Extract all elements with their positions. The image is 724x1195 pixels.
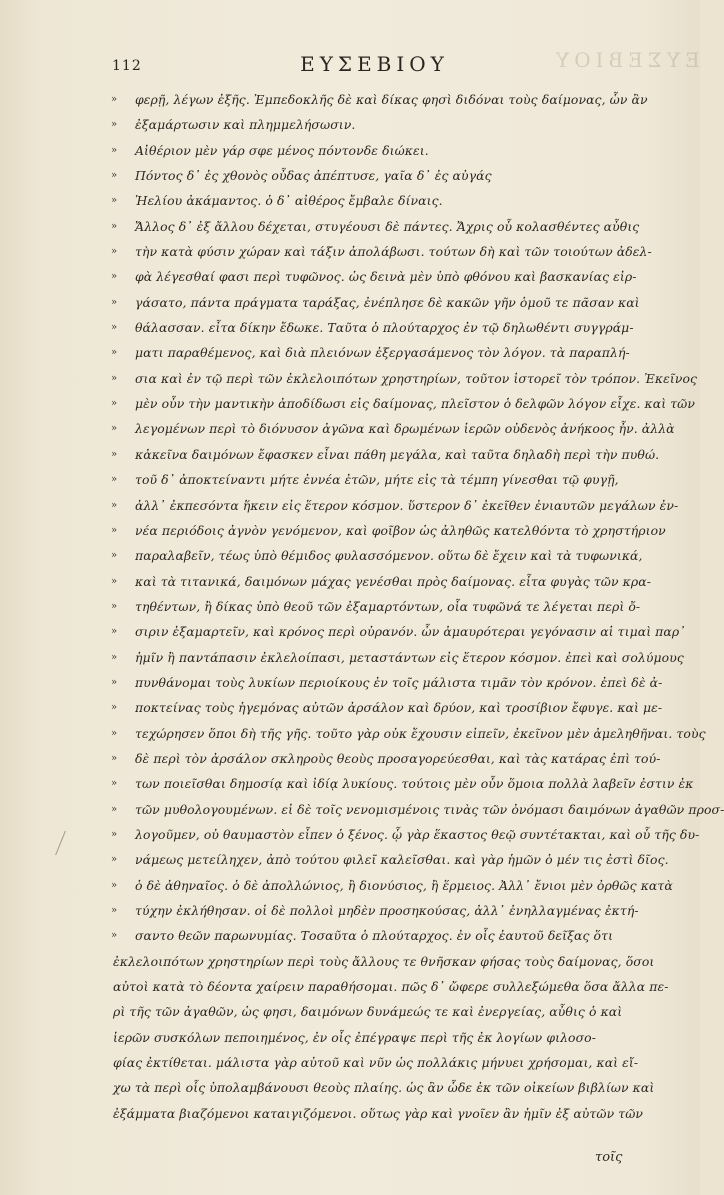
text-line	[0, 163, 700, 188]
text-line	[0, 518, 700, 543]
text-line	[0, 873, 700, 898]
line-text: κἀκεῖνα δαιμόνων ἔφασκεν εἶναι πάθη μεγάλα, καὶ ταῦτα δηλαδὴ περὶ τὴν πυθώ.	[135, 446, 660, 462]
quotation-mark: »	[111, 905, 118, 916]
text-body	[0, 87, 724, 1126]
quotation-mark: »	[111, 575, 118, 587]
text-line	[0, 1075, 700, 1100]
quotation-mark: »	[111, 550, 118, 562]
quotation-mark: »	[111, 651, 118, 663]
quotation-mark: »	[111, 448, 118, 460]
text-line	[0, 822, 700, 847]
line-text: μὲν οὖν τὴν μαντικὴν ἀποδίδωσι εἰς δαίμονας, πλεῖστον ὁ δελφῶν λόγον εἶχε. καὶ τῶν	[135, 396, 696, 412]
quotation-mark: »	[111, 195, 118, 207]
text-line	[0, 847, 700, 872]
line-text: τεχώρησεν ὅποι δὴ τῆς γῆς. τοῦτο γὰρ οὐκ ἔχουσιν εἰπεῖν, ἐκεῖνον μὲν ἀμεληθῆναι. τοὺς	[135, 725, 706, 741]
text-line	[0, 391, 700, 416]
line-text: τηθέντων, ἢ δίκας ὑπὸ θεοῦ τῶν ἐξαμαρτόντων, οἷα τυφῶνά τε λέγεται περὶ ὄ-	[135, 598, 641, 614]
text-line	[0, 543, 700, 568]
line-text: θάλασσαν. εἶτα δίκην ἔδωκε. Ταῦτα ὁ πλούταρχος ἐν τῷ δηλωθέντι συγγράμ-	[135, 320, 634, 336]
quotation-mark: »	[111, 119, 118, 131]
line-text: παραλαβεῖν, τέως ὑπὸ θέμιδος φυλασσόμενον. οὕτω δὲ ἔχειν καὶ τὰ τυφωνικά,	[135, 548, 643, 564]
line-text: καὶ τὰ τιτανικά, δαιμόνων μάχας γενέσθαι πρὸς δαίμονας. εἶτα φυγὰς τῶν κρα-	[135, 573, 652, 589]
line-text: τοῦ δ᾽ ἀποκτείναντι μήτε ἐννέα ἐτῶν, μήτε εἰς τὰ τέμπη γίνεσθαι τῷ φυγῇ,	[135, 472, 619, 488]
line-text: σιριν ἐξαμαρτεῖν, καὶ κρόνος περὶ οὐρανόν. ὧν ἀμαυρότεραι γεγόνασιν αἱ τιμαὶ παρ᾽	[135, 624, 686, 640]
line-text: γάσατο, πάντα πράγματα ταράξας, ἐνέπλησε δὲ κακῶν γῆν ὁμοῦ τε πᾶσαν καὶ	[135, 294, 640, 310]
text-line	[0, 771, 700, 796]
text-line	[0, 366, 700, 391]
running-head	[112, 52, 637, 78]
quotation-mark: »	[111, 702, 118, 714]
text-line	[0, 645, 700, 670]
text-line	[0, 898, 700, 923]
quotation-mark: »	[111, 220, 118, 232]
line-text: σαντο θεῶν παρωνυμίας. Τοσαῦτα ὁ πλούταρχος. ἐν οἷς ἑαυτοῦ δεῖξας ὅτι	[135, 928, 614, 944]
line-text: Αἰθέριον μὲν γάρ σφε μένος πόντονδε διώκει.	[135, 142, 429, 158]
line-text: νάμεως μετείληχεν, ἀπὸ τούτου φιλεῖ καλεῖσθαι. καὶ γὰρ ἡμῶν ὁ μέν τις ἐστὶ δῖος.	[135, 852, 669, 868]
line-text: νέα περιόδοις ἁγνὸν γενόμενον, καὶ φοῖβον ὡς ἀληθῶς κατελθόντα τὸ χρηστήριον	[135, 522, 666, 538]
quotation-mark: »	[111, 398, 118, 410]
line-text: ἐξάμματα βιαζόμενοι καταιγιζόμενοι. οὕτως γὰρ καὶ γνοῖεν ἂν ἡμῖν ἐξ αὐτῶν τῶν	[113, 1105, 644, 1121]
quotation-mark: »	[111, 322, 118, 334]
show-through-text: ΕΥΣΕΒΙΟΥ	[551, 48, 700, 72]
text-line	[0, 1101, 700, 1126]
text-line	[0, 1025, 700, 1050]
quotation-mark: »	[111, 727, 118, 739]
quotation-mark: »	[111, 524, 118, 536]
text-line	[0, 214, 700, 239]
line-text: ἀλλ᾽ ἐκπεσόντα ἥκειν εἰς ἕτερον κόσμον. ὕστερον δ᾽ ἐκεῖθεν ἐνιαυτῶν μεγάλων ἐν-	[135, 497, 679, 513]
text-line	[0, 746, 700, 771]
quotation-mark: »	[111, 94, 118, 105]
line-text: πυνθάνομαι τοὺς λυκίων περιοίκους ἐν τοῖς μάλιστα τιμᾶν τὸν κρόνον. ἐπεὶ δὲ ἀ-	[135, 674, 663, 690]
line-text: ρὶ τῆς τῶν ἀγαθῶν, ὡς φησι, δαιμόνων δυνάμεώς τε καὶ ἐνεργείας, αὖθις ὁ καὶ	[113, 1004, 623, 1020]
text-line	[0, 264, 700, 289]
quotation-mark: »	[111, 752, 118, 764]
line-text: αὐτοὶ κατὰ τὸ δέοντα χαίρειν παραθήσομαι. πῶς δ᾽ ὤφερε συλλεξώμεθα ὅσα ἄλλα πε-	[113, 979, 669, 995]
quotation-mark: »	[111, 271, 118, 283]
text-line	[0, 1050, 700, 1075]
text-line	[0, 721, 706, 746]
text-line	[0, 188, 700, 213]
text-line	[0, 923, 700, 948]
line-text: ἐξαμάρτωσιν καὶ πλημμελήσωσιν.	[135, 117, 356, 133]
page-number: 112	[112, 58, 142, 74]
text-line	[0, 467, 700, 492]
text-line	[0, 999, 700, 1024]
line-text: φίας ἐκτίθεται. μάλιστα γὰρ αὐτοῦ καὶ νῦν ὡς πολλάκις μήνυει χρήσομαι, καὶ εἴ-	[113, 1055, 639, 1071]
line-text: σια καὶ ἐν τῷ περὶ τῶν ἐκλελοιπότων χρηστηρίων, τοῦτον ἱστορεῖ τὸν τρόπον. Ἐκεῖνος	[135, 370, 698, 386]
line-text: χω τὰ περὶ οἷς ὑπολαμβάνουσι θεοὺς πλαίης. ὡς ἂν ὧδε ἐκ τῶν οἰκείων βιβλίων καὶ	[113, 1080, 655, 1096]
text-line	[0, 442, 700, 467]
quotation-mark: »	[111, 423, 118, 435]
text-line	[0, 239, 700, 264]
quotation-mark: »	[111, 600, 118, 612]
text-line	[0, 340, 700, 365]
line-text: λογοῦμεν, οὐ θαυμαστὸν εἶπεν ὁ ξένος. ᾧ γὰρ ἕκαστος θεῷ συντέτακται, καὶ οὗ τῆς δυ-	[135, 826, 700, 842]
line-text: ματι παραθέμενος, καὶ διὰ πλειόνων ἐξεργασάμενος τὸν λόγον. τὰ παραπλή-	[135, 345, 630, 361]
line-text: ποκτείνας τοὺς ἡγεμόνας αὐτῶν ἀρσάλον καὶ δρύον, καὶ τροσίβιον ἔφυγε. καὶ με-	[135, 700, 663, 716]
line-text: ἡμῖν ἢ παντάπασιν ἐκλελοίπασι, μεταστάντων εἰς ἕτερον κόσμον. ἐπεὶ καὶ σολύμους	[135, 649, 684, 665]
text-line	[0, 315, 700, 340]
text-line	[0, 594, 700, 619]
line-text: ἐκλελοιπότων χρηστηρίων περὶ τοὺς ἄλλους τε θνῆσκαν φήσας τοὺς δαίμονας, ὅσοι	[113, 953, 655, 969]
quotation-mark: »	[111, 347, 118, 359]
text-line	[0, 290, 700, 315]
text-line	[0, 974, 700, 999]
quotation-mark: »	[111, 828, 118, 840]
line-text: δὲ περὶ τὸν ἀρσάλον σκληροὺς θεοὺς προσαγορεύεσθαι, καὶ τὰς κατάρας ἐπὶ τού-	[135, 750, 661, 766]
text-line	[0, 416, 700, 441]
quotation-mark: »	[111, 170, 118, 182]
text-line	[0, 797, 724, 822]
line-text: Ἠελίου ἀκάμαντος. ὁ δ᾽ αἰθέρος ἔμβαλε δίναις.	[135, 193, 443, 209]
quotation-mark: »	[111, 474, 118, 486]
quotation-mark: »	[111, 930, 118, 942]
line-text: ὁ δὲ ἀθηναῖος. ὁ δὲ ἀπολλώνιος, ἢ διονύσιος, ἢ ἕρμειος. Ἀλλ᾽ ἔνιοι μὲν ὀρθῶς κατὰ	[135, 877, 673, 893]
text-line	[0, 670, 700, 695]
line-text: τῶν μυθολογουμένων. εἰ δὲ τοῖς νενομισμένοις τινὰς τῶν ὀνόμασι δαιμόνων ἀγαθῶν προσ-	[135, 801, 724, 817]
quotation-mark: »	[111, 626, 118, 638]
catchword: τοῖς	[595, 1150, 623, 1165]
line-text: φερῇ, λέγων ἐξῆς. Ἐμπεδοκλῆς δὲ καὶ δίκας φησὶ διδόναι τοὺς δαίμονας, ὧν ἂν	[135, 92, 648, 107]
line-text: λεγομένων περὶ τὸ διόνυσον ἀγῶνα καὶ δρωμένων ἱερῶν οὐδενὸς ἀνήκοος ἦν. ἀλλὰ	[135, 421, 675, 437]
quotation-mark: »	[111, 676, 118, 688]
line-text: τύχην ἐκλήθησαν. οἱ δὲ πολλοὶ μηδὲν προσηκούσας, ἀλλ᾽ ἐνηλλαγμένας ἐκτή-	[135, 903, 639, 918]
line-text: φὰ λέγεσθαί φασι περὶ τυφῶνος. ὡς δεινὰ μὲν ὑπὸ φθόνου καὶ βασκανίας εἰρ-	[135, 269, 637, 285]
text-line	[0, 695, 700, 720]
page-title: ΕΥΣΕΒΙΟΥ	[300, 52, 449, 76]
quotation-mark: »	[111, 499, 118, 511]
quotation-mark: »	[111, 372, 118, 384]
line-text: των ποιεῖσθαι δημοσίᾳ καὶ ἰδίᾳ λυκίους. τούτοις μὲν οὖν ὅμοια πολλὰ λαβεῖν ἐστιν ἐκ	[135, 776, 694, 792]
line-text: ἱερῶν συσκόλων πεποιημένος, ἐν οἷς ἐπέγραψε περὶ τῆς ἐκ λογίων φιλοσο-	[113, 1029, 596, 1045]
line-text: Ἄλλος δ᾽ ἐξ ἄλλου δέχεται, στυγέουσι δὲ πάντες. Ἄχρις οὗ κολασθέντες αὖθις	[135, 218, 640, 234]
text-line	[0, 949, 700, 974]
text-line	[0, 569, 700, 594]
text-line	[0, 138, 700, 163]
text-line	[0, 112, 700, 137]
line-text: Πόντος δ᾽ ἐς χθονὸς οὖδας ἀπέπτυσε, γαῖα δ᾽ ἐς αὐγάς	[135, 168, 492, 184]
text-line	[0, 87, 700, 112]
line-text: τὴν κατὰ φύσιν χώραν καὶ τάξιν ἀπολάβωσι. τούτων δὴ καὶ τῶν τοιούτων ἀδελ-	[135, 244, 652, 260]
quotation-mark: »	[111, 144, 118, 156]
quotation-mark: »	[111, 778, 118, 790]
quotation-mark: »	[111, 879, 118, 891]
quotation-mark: »	[111, 246, 118, 258]
text-line	[0, 493, 700, 518]
quotation-mark: »	[111, 854, 118, 866]
quotation-mark: »	[111, 803, 118, 815]
quotation-mark: »	[111, 296, 118, 308]
text-line	[0, 619, 700, 644]
